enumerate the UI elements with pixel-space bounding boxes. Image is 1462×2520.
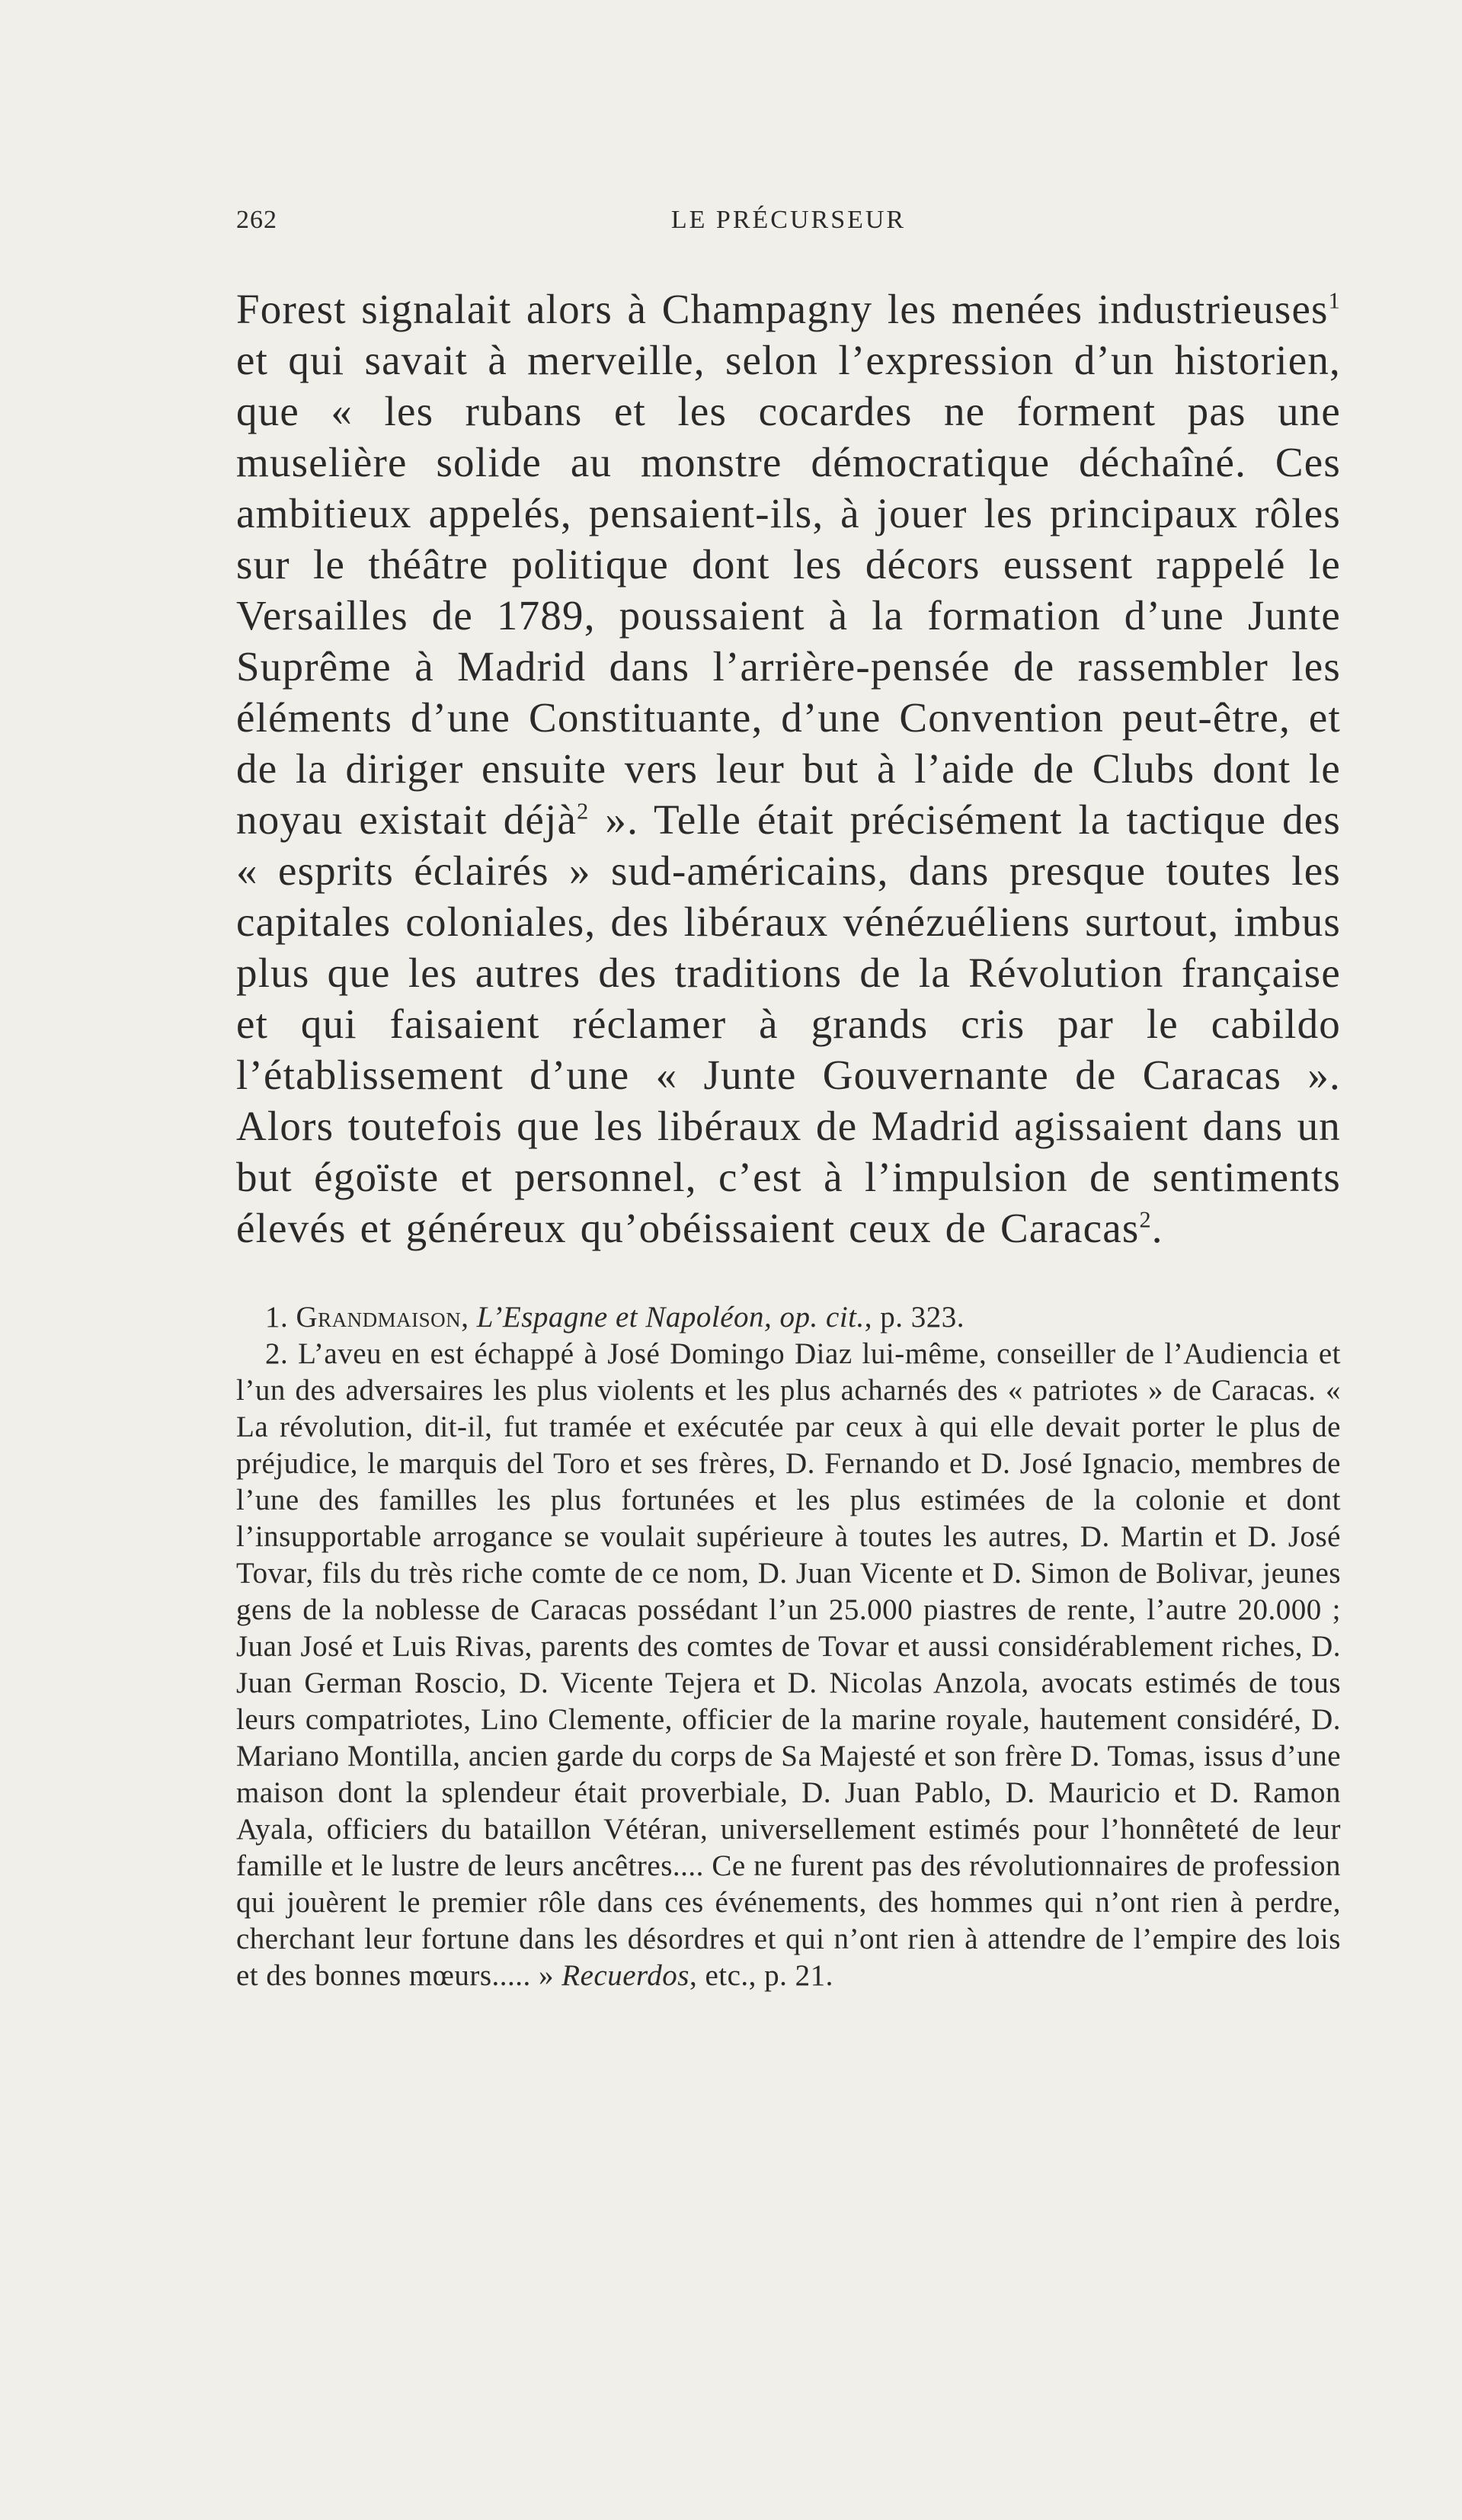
footnote-1-separator: , [461,1301,477,1334]
footnote-1-page: , p. 323. [864,1301,965,1334]
footnotes [236,1299,1341,1994]
paragraph-text-part-1: Forest signalait alors à Champagny les menées industrieuses [236,286,1329,332]
footnote-ref-2: 2 [577,798,590,825]
footnote-1 [236,1299,1341,1336]
book-page [236,206,1341,1994]
footnote-2-text: 2. L’aveu en est échappé à José Domingo Diaz lui-même, conseiller de l’Audiencia et l’un des adversaires les plus violents et les plus acharnés des « patriotes » de Caracas. « La révolution, dit-il, fut tramée et exécutée par ceux à qui elle devait porter le plus de préjudice, le marquis del Toro et ses frères, D. Fernando et D. José Ignacio, membres de l’une des familles les plus fortunées et les plus estimées de la colonie et dont l’insupportable arrogance se voulait supérieure à toutes les autres, D. Martin et D. José Tovar, fils du très riche comte de ce nom, D. Juan Vicente et D. Simon de Bolivar, jeunes gens de la noblesse de Caracas possédant l’un 25.000 piastres de rente, l’autre 20.000 ; Juan José et Luis Rivas, parents des comtes de Tovar et aussi considérablement riches, D. Juan German Roscio, D. Vicente Tejera et D. Nicolas Anzola, avocats estimés de tous leurs compatriotes, Lino Clemente, officier de la marine royale, hautement considéré, D. Mariano Montilla, ancien garde du corps de Sa Majesté et son frère D. Tomas, issus d’une maison dont la splendeur était proverbiale, D. Juan Pablo, D. Mauricio et D. Ramon Ayala, officiers du bataillon Vétéran, universellement estimés pour l’honnêteté de leur famille et le lustre de leurs ancêtres.... Ce ne furent pas des révolutionnaires de profession qui jouèrent le premier rôle dans ces événements, des hommes qui n’ont rien à perdre, cherchant leur fortune dans les désordres et qui n’ont rien à attendre de l’empire des lois et des bonnes mœurs..... » [236,1337,1341,1992]
footnote-2-source: Recuerdos [561,1959,689,1992]
footnote-2 [236,1336,1341,1994]
paragraph-text-part-3: ». Telle était précisément la tactique des « esprits éclairés » sud-américains, dans presque toutes les capitales coloniales, des libéraux vénézuéliens surtout, imbus plus que les autres des traditions de la Révolution française et qui faisaient réclamer à grands cris par le cabildo l’établissement d’une « Junte Gouvernante de Caracas ». Alors toutefois que les libéraux de Madrid agissaient dans un but égoïste et personnel, c’est à l’impulsion de sentiments élevés et généreux qu’obéissaient ceux de Caracas [236,796,1341,1251]
running-head [236,206,1341,244]
running-title: LE PRÉCURSEUR [670,206,907,234]
main-paragraph [236,283,1341,1254]
footnote-1-author: Grandmaison [296,1301,462,1334]
footnote-ref-3: 2 [1139,1206,1152,1233]
footnote-1-number: 1. [265,1301,296,1334]
footnote-2-end: , etc., p. 21. [689,1959,833,1992]
footnote-ref-1: 1 [1328,287,1341,314]
paragraph-text-part-2: et qui savait à merveille, selon l’expression d’un historien, que « les rubans et les cocardes ne forment pas une muselière solide au monstre démocratique déchaîné. Ces ambitieux appelés, pensaient-ils, à jouer les principaux rôles sur le théâtre politique dont les décors eussent rappelé le Versailles de 1789, poussaient à la formation d’une Junte Suprême à Madrid dans l’arrière-pensée de rassembler les éléments d’une Constituante, d’une Convention peut-être, et de la diriger ensuite vers leur but à l’aide de Clubs dont le noyau existait déjà [236,337,1341,843]
page-number: 262 [236,206,277,234]
footnote-1-title: L’Espagne et Napoléon, op. cit. [476,1301,865,1334]
paragraph-end: . [1151,1205,1163,1251]
